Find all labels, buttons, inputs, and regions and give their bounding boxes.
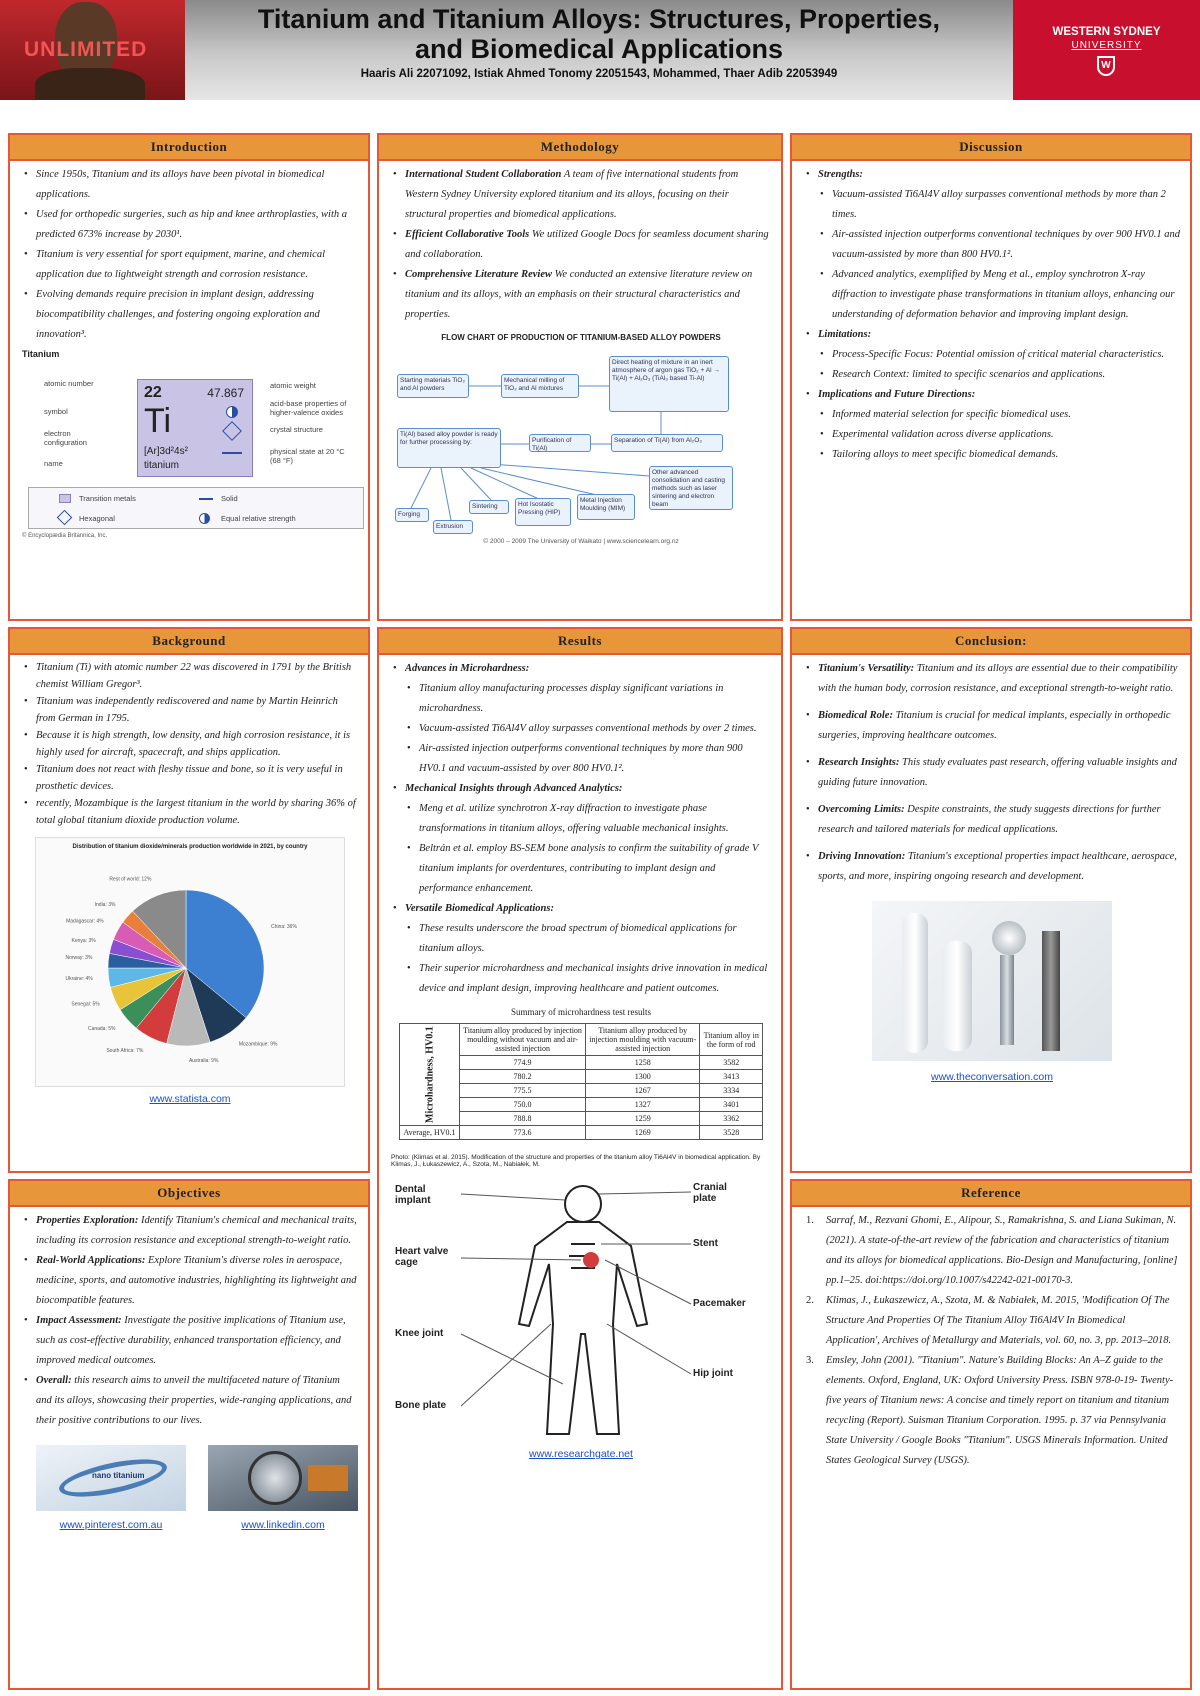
background-section — [8, 627, 370, 1173]
cell: 3401 — [700, 1098, 763, 1112]
cell: 1300 — [586, 1070, 700, 1084]
racket-text: nano titanium — [92, 1471, 145, 1480]
list-item-text: Air-assisted injection outperforms conventional techniques by more than 900 HV0.1 and vacuum-assisted by over 800 HV0.1². — [419, 743, 743, 774]
label-electron: electron configuration — [44, 429, 87, 447]
section-heading: Background — [10, 629, 368, 655]
label-heart-valve: Heart valve cage — [395, 1246, 449, 1268]
list-item-lead: Overall: — [36, 1375, 72, 1386]
list-item — [804, 659, 1180, 699]
cell: 774.9 — [460, 1056, 586, 1070]
list-item-text: Advances in Microhardness: — [405, 663, 530, 674]
logo-line-2: UNIVERSITY — [1071, 40, 1142, 51]
list-item-text: Their superior microhardness and mechanical insights drive innovation in medical device and implant design, improving healthcare and patient outcomes. — [419, 963, 768, 994]
racket-photo — [36, 1445, 186, 1511]
flow-hip: Hot Isostatic Pressing (HIP) — [515, 498, 571, 526]
list-item — [804, 225, 1180, 265]
list-item-text: Titanium is very essential for sport equipment, marine, and chemical application due to lightweight strength and corrosion resistance. — [36, 249, 326, 280]
list-item-text: Titanium does not react with fleshy tissue and bone, so it is very useful in prosthetic devices. — [36, 764, 343, 792]
list-item-text: Explore Titanium's diverse roles in aerospace, medicine, sports, and automotive industries, highlighting its lightweight and biocompatible features. — [36, 1255, 357, 1306]
section-heading: Results — [379, 629, 781, 655]
list-item-text: Limitations: — [818, 329, 872, 340]
list-item — [391, 679, 771, 719]
label-hip-joint: Hip joint — [693, 1368, 733, 1379]
list-item-text: Identify Titanium's chemical and mechanical traits, including its corrosion resistance and exceptional strength-to-weight ratio. — [36, 1215, 357, 1246]
chart-title: Distribution of titanium dioxide/minerals production worldwide in 2021, by country — [72, 844, 308, 850]
list-item — [22, 1251, 358, 1311]
pie-chart — [36, 856, 346, 1086]
list-item-lead: Titanium's Versatility: — [818, 663, 915, 674]
label-cranial-plate: Cranial plate — [693, 1182, 727, 1204]
cell: 775.5 — [460, 1084, 586, 1098]
list-item — [804, 425, 1180, 445]
flow-step-5: Separation of Ti(Al) from Al₂O₃ — [611, 434, 723, 452]
element-cell — [137, 379, 253, 477]
objectives-section — [8, 1179, 370, 1690]
list-item-text: Tailoring alloys to meet specific biomedical demands. — [832, 449, 1059, 460]
engine-photo — [208, 1445, 358, 1511]
logo-line-1: WESTERN SYDNEY — [1052, 26, 1161, 38]
list-item-lead: Research Insights: — [818, 757, 900, 768]
list-item — [22, 795, 358, 829]
list-item — [22, 1211, 358, 1251]
cell: 773.6 — [460, 1126, 586, 1140]
list-item — [804, 706, 1180, 746]
list-item — [804, 185, 1180, 225]
discussion-list — [804, 165, 1180, 465]
list-item-text: We utilized Google Docs for seamless document sharing and collaboration. — [405, 229, 769, 260]
list-item-text: Beltrán et al. employ BS-SEM bone analysis to confirm the suitability of grade V titanium implants for overdentures, contributing to implant design and performance enhancement. — [419, 843, 759, 894]
element-symbol: Ti — [144, 402, 172, 440]
flow-extrusion: Extrusion — [433, 520, 473, 534]
pie-chart-figure — [35, 837, 345, 1087]
figure-credit: © Encyclopædia Britannica, Inc. — [22, 533, 108, 539]
list-item-text: These results underscore the broad spectrum of biomedical applications for titanium alloys. — [419, 923, 737, 954]
flow-other: Other advanced consolidation and casting methods such as laser sintering and electron beam — [649, 466, 733, 510]
pie-label: Canada: 5% — [87, 1026, 116, 1033]
introduction-section — [8, 133, 370, 621]
list-item — [391, 899, 771, 919]
list-item-text: Titanium alloy manufacturing processes display significant variations in microhardness. — [419, 683, 724, 714]
objectives-list — [22, 1211, 358, 1431]
pie-label: China: 36% — [271, 923, 297, 930]
implant-photo — [872, 901, 1112, 1061]
list-item — [391, 799, 771, 839]
label-acid-base: acid-base properties of higher-valence oxides — [270, 399, 347, 417]
cell: 750.0 — [460, 1098, 586, 1112]
reference-item — [804, 1351, 1180, 1471]
list-item-lead: Biomedical Role: — [818, 710, 893, 721]
list-item — [22, 165, 358, 205]
pinterest-link[interactable]: www.pinterest.com.au — [59, 1519, 163, 1531]
label-name: name — [44, 459, 63, 468]
list-item — [391, 839, 771, 899]
list-item-text: Implications and Future Directions: — [818, 389, 976, 400]
list-item-lead: Comprehensive Literature Review — [405, 269, 552, 280]
background-list — [22, 659, 358, 829]
cell: 1258 — [586, 1056, 700, 1070]
flow-mim: Metal Injection Moulding (MIM) — [577, 494, 635, 520]
cell: 3582 — [700, 1056, 763, 1070]
list-item — [22, 285, 358, 345]
label-weight: atomic weight — [270, 381, 316, 390]
list-item-text: Since 1950s, Titanium and its alloys have been pivotal in biomedical applications. — [36, 169, 325, 200]
theconversation-link[interactable]: www.theconversation.com — [931, 1071, 1053, 1083]
list-item — [804, 800, 1180, 840]
section-heading: Introduction — [10, 135, 368, 161]
label-knee-joint: Knee joint — [395, 1328, 444, 1339]
list-item-lead: Overcoming Limits: — [818, 804, 905, 815]
methodology-section — [377, 133, 783, 621]
list-item-text: Experimental validation across diverse applications. — [832, 429, 1054, 440]
list-item — [391, 919, 771, 959]
objective-photos — [22, 1445, 358, 1515]
electron-config: [Ar]3d²4s² — [144, 446, 188, 457]
cell: 3528 — [700, 1126, 763, 1140]
list-item — [391, 959, 771, 999]
list-item-lead: International Student Collaboration — [405, 169, 562, 180]
table-header-3: Titanium alloy in the form of rod — [700, 1024, 763, 1056]
reference-item — [804, 1211, 1180, 1291]
title-line-2: and Biomedical Applications — [414, 34, 784, 64]
list-item — [804, 325, 1180, 345]
list-item — [22, 1311, 358, 1371]
reference-item — [804, 1291, 1180, 1351]
pie-label: Madagascar: 4% — [66, 918, 104, 925]
list-item-text: Titanium was independently rediscovered and name by Martin Heinrich from German in 1795. — [36, 696, 338, 724]
flow-forging: Forging — [395, 508, 429, 522]
title-line-1: Titanium and Titanium Alloys: Structures, Properties, — [257, 4, 941, 34]
list-item-lead: Properties Exploration: — [36, 1215, 139, 1226]
label-stent: Stent — [693, 1238, 718, 1249]
table-ylabel: Microhardness, HV0.1 — [400, 1024, 460, 1126]
university-logo — [1013, 0, 1200, 100]
label-state: physical state at 20 °C (68 °F) — [270, 447, 345, 465]
periodic-label: Titanium — [22, 349, 60, 359]
list-item-text: Used for orthopedic surgeries, such as hip and knee arthroplasties, with a predicted 673% increase by 2030¹. — [36, 209, 347, 240]
list-item — [391, 225, 771, 265]
list-item-text: Titanium's exceptional properties impact healthcare, aerospace, sports, and more, inspiring ongoing research and development. — [818, 851, 1177, 882]
list-item — [804, 345, 1180, 365]
pie-label: Norway: 3% — [65, 955, 93, 962]
pie-label: Rest of world: 12% — [109, 876, 152, 883]
label-atomic: atomic number — [44, 379, 94, 388]
pie-label: Mozambique: 9% — [238, 1041, 278, 1048]
poster-authors: Haaris Ali 22071092, Istiak Ahmed Tonomy 22051543, Mohammed, Thaer Adib 22053949 — [360, 68, 838, 80]
list-item — [804, 265, 1180, 325]
list-item — [391, 779, 771, 799]
key-equal: Equal relative strength — [221, 514, 296, 523]
label-dental-implant: Dental implant — [395, 1184, 431, 1206]
list-item-text: this research aims to unveil the multifaceted nature of Titanium and its alloys, showcasing their properties, wide-ranging applications, and their positive contributions to our lives. — [36, 1375, 352, 1426]
list-item — [22, 761, 358, 795]
pie-label: Kenya: 3% — [71, 937, 96, 944]
table-header-2: Titanium alloy produced by injection moulding with vacuum-assisted injection — [586, 1024, 700, 1056]
list-item-text: Despite constraints, the study suggests directions for further research and tailored materials for medical applications. — [818, 804, 1161, 835]
list-item — [22, 659, 358, 693]
pie-label: Ukraine: 4% — [65, 975, 93, 982]
list-item-text: Research Context: limited to specific scenarios and applications. — [832, 369, 1106, 380]
list-item-lead: Driving Innovation: — [818, 851, 906, 862]
hexagonal-icon — [222, 421, 242, 441]
pie-label: South Africa: 7% — [106, 1047, 144, 1054]
cell: 3362 — [700, 1112, 763, 1126]
list-item — [391, 165, 771, 225]
flow-step-6: Ti(Al) based alloy powder is ready for further processing by: — [397, 428, 501, 468]
list-item — [804, 165, 1180, 185]
key-hexagonal: Hexagonal — [79, 514, 115, 523]
list-item — [804, 847, 1180, 887]
flow-step-1: Starting materials TiO₂ and Al powders — [397, 374, 469, 398]
reference-text: Sarraf, M., Rezvani Ghomi, E., Alipour, S., Ramakrishna, S. and Liana Sukiman, N. (2021). A state-of-the-art review of the fabrication and characteristics of titanium and its alloys for biomedical applications. Bio-Design and Manufacturing, [online] pp.1–25. doi:https://doi.org/10.1007/s42242-021-00170-3. — [826, 1215, 1178, 1286]
table-caption: Summary of microhardness test results — [511, 1007, 651, 1017]
list-item — [22, 245, 358, 285]
list-item-text: Advanced analytics, exemplified by Meng et al., employ synchrotron X-ray diffraction to investigate phase transformations in titanium alloys, enhancing our understanding of deformation behavior and improving implant design. — [832, 269, 1175, 320]
list-item-text: recently, Mozambique is the largest titanium in the world by sharing 36% of total global titanium dioxide production volume. — [36, 798, 356, 826]
cell: Average, HV0.1 — [400, 1126, 460, 1140]
researchgate-link[interactable]: www.researchgate.net — [529, 1448, 633, 1460]
atomic-weight: 47.867 — [207, 386, 244, 400]
introduction-list — [22, 165, 358, 345]
list-item-text: Meng et al. utilize synchrotron X-ray diffraction to investigate phase transformations in titanium alloys, offering valuable mechanical insights. — [419, 803, 729, 834]
list-item-text: Informed material selection for specific biomedical uses. — [832, 409, 1071, 420]
list-item — [391, 265, 771, 325]
list-item-text: Mechanical Insights through Advanced Analytics: — [405, 783, 623, 794]
section-heading: Methodology — [379, 135, 781, 161]
list-item-text: We conducted an extensive literature review on titanium and its alloys, with an emphasis on their structural characteristics and properties. — [405, 269, 753, 320]
flowchart — [391, 348, 771, 538]
reference-list — [804, 1211, 1180, 1471]
poster-title — [185, 4, 1013, 64]
poster-header — [0, 0, 1200, 100]
label-pacemaker: Pacemaker — [693, 1298, 746, 1309]
section-heading: Reference — [792, 1181, 1190, 1207]
list-item — [22, 1371, 358, 1431]
list-item-text: This study evaluates past research, offering valuable insights and guiding future innovation. — [818, 757, 1177, 788]
body-implants-figure — [391, 1174, 771, 1444]
conclusion-section — [790, 627, 1192, 1173]
list-item-text: Titanium is crucial for medical implants, especially in orthopedic surgeries, improving healthcare outcomes. — [818, 710, 1171, 741]
table-average-row — [400, 1126, 763, 1140]
pie-label: Australia: 9% — [188, 1057, 219, 1064]
section-heading: Objectives — [10, 1181, 368, 1207]
key-solid: Solid — [221, 494, 238, 503]
flowchart-credit: © 2000 – 2009 The University of Waikato | www.sciencelearn.org.nz — [483, 538, 679, 545]
list-item-lead: Efficient Collaborative Tools — [405, 229, 530, 240]
photo-text: UNLIMITED — [24, 38, 148, 61]
list-item-text: Titanium (Ti) with atomic number 22 was discovered in 1791 by the British chemist William Gregor³. — [36, 662, 352, 690]
cell: 1269 — [586, 1126, 700, 1140]
reference-text: Klimas, J., Łukaszewicz, A., Szota, M. & Nabiałek, M. 2015, 'Modification Of The Structure And Properties Of The Titanium Alloy Ti6Al4V In Biomedical Application', Archives of Metallurgy and Materials, vol. 60, no. 3, pp. 2013–2018. — [826, 1295, 1172, 1346]
section-heading: Conclusion: — [792, 629, 1190, 655]
list-item-text: Evolving demands require precision in implant design, addressing biocompatibility challenges, and fostering ongoing exploration and innovation³. — [36, 289, 320, 340]
key-transition: Transition metals — [79, 494, 136, 503]
linkedin-link[interactable]: www.linkedin.com — [241, 1519, 325, 1531]
statista-link[interactable]: www.statista.com — [149, 1093, 231, 1105]
list-item-text: Strengths: — [818, 169, 863, 180]
cell: 780.2 — [460, 1070, 586, 1084]
list-item-lead: Real-World Applications: — [36, 1255, 146, 1266]
list-item — [391, 739, 771, 779]
list-item-text: Vacuum-assisted Ti6Al4V alloy surpasses conventional methods by more than 2 times. — [832, 189, 1166, 220]
cell: 3334 — [700, 1084, 763, 1098]
list-item-text: Titanium and its alloys are essential due to their compatibility with the human body, corrosion resistance, and exceptional strength-to-weight ratio. — [818, 663, 1178, 694]
hexagonal-key-icon — [57, 510, 73, 526]
element-name: titanium — [144, 460, 180, 471]
microhardness-table — [399, 1023, 763, 1140]
list-item-text: Versatile Biomedical Applications: — [405, 903, 554, 914]
shield-icon: W — [1097, 56, 1115, 76]
list-item-lead: Impact Assessment: — [36, 1315, 122, 1326]
cell: 788.8 — [460, 1112, 586, 1126]
header-photo — [0, 0, 185, 100]
flow-step-2: Mechanical milling of TiO₂ and Al mixtures — [501, 374, 579, 398]
reference-section — [790, 1179, 1192, 1690]
photo-credit: Photo: (Klimas et al. 2015). Modification of the structure and properties of the titanium alloy Ti6Al4V in biomedical application. By Klimas, J., Łukaszewicz, A., Szota, M., Nabiałek, M. — [391, 1154, 761, 1168]
label-crystal: crystal structure — [270, 425, 323, 434]
label-symbol: symbol — [44, 407, 68, 416]
equal-strength-icon — [199, 513, 210, 524]
list-item — [22, 693, 358, 727]
section-heading: Discussion — [792, 135, 1190, 161]
periodic-key — [28, 487, 364, 529]
flow-step-4: Purification of Ti(Al) — [529, 434, 591, 452]
list-item — [22, 727, 358, 761]
list-item — [804, 365, 1180, 385]
periodic-table-figure — [22, 363, 358, 531]
list-item — [804, 445, 1180, 465]
list-item — [391, 719, 771, 739]
flowchart-title: FLOW CHART OF PRODUCTION OF TITANIUM-BASED ALLOY POWDERS — [441, 333, 721, 342]
pie-label: Senegal: 5% — [71, 1001, 100, 1008]
cell: 3413 — [700, 1070, 763, 1084]
list-item — [804, 405, 1180, 425]
list-item-text: A team of five international students from Western Sydney University explored titanium and its alloys, focusing on their structural properties and biomedical applications. — [405, 169, 739, 220]
flow-sintering: Sintering — [469, 500, 509, 514]
list-item-text: Process-Specific Focus: Potential omission of critical material characteristics. — [832, 349, 1165, 360]
list-item-text: Investigate the positive implications of Titanium use, such as cost-effective durability, enhanced transportation efficiency, and improved medical outcomes. — [36, 1315, 346, 1366]
solid-icon — [222, 452, 242, 454]
table-header-1: Titanium alloy produced by injection moulding without vacuum and air-assisted injection — [460, 1024, 586, 1056]
discussion-section — [790, 133, 1192, 621]
list-item — [22, 205, 358, 245]
list-item — [804, 753, 1180, 793]
list-item-text: Vacuum-assisted Ti6Al4V alloy surpasses conventional methods by over 2 times. — [419, 723, 757, 734]
methodology-list — [391, 165, 771, 325]
pie-label: India: 3% — [94, 901, 116, 908]
list-item — [804, 385, 1180, 405]
reference-text: Emsley, John (2001). "Titanium". Nature's Building Blocks: An A–Z guide to the elements. Oxford, England, UK: Oxford University Press. ISBN 978-0-19- Twenty-five years of Titanium news: A concise and timely report on titanium and titanium recycling (Report). Suisman Titanium Corporation. 1995. p. 37 via Pennsylvania State University / Google Books "Titanium". USGS Minerals Information. United States Geological Survey (USGS). — [826, 1355, 1174, 1466]
label-bone-plate: Bone plate — [395, 1400, 447, 1411]
cell: 1259 — [586, 1112, 700, 1126]
flow-step-3: Direct heating of mixture in an inert atmosphere of argon gas TiO₂ + Al → Ti(Al) + Al₂O₃ (TiAl₃ based Ti-Al) — [609, 356, 729, 412]
results-list — [391, 659, 771, 999]
conclusion-list — [804, 659, 1180, 887]
results-section — [377, 627, 783, 1690]
cell: 1327 — [586, 1098, 700, 1112]
cell: 1267 — [586, 1084, 700, 1098]
acid-base-icon — [226, 406, 238, 418]
list-item-text: Air-assisted injection outperforms conventional techniques by over 900 HV0.1 and vacuum-assisted by more than 800 HV0.1². — [832, 229, 1180, 260]
atomic-number: 22 — [144, 384, 162, 401]
list-item-text: Because it is high strength, low density, and high corrosion resistance, it is highly used for aircraft, spacecraft, and ships application. — [36, 730, 351, 758]
list-item — [391, 659, 771, 679]
